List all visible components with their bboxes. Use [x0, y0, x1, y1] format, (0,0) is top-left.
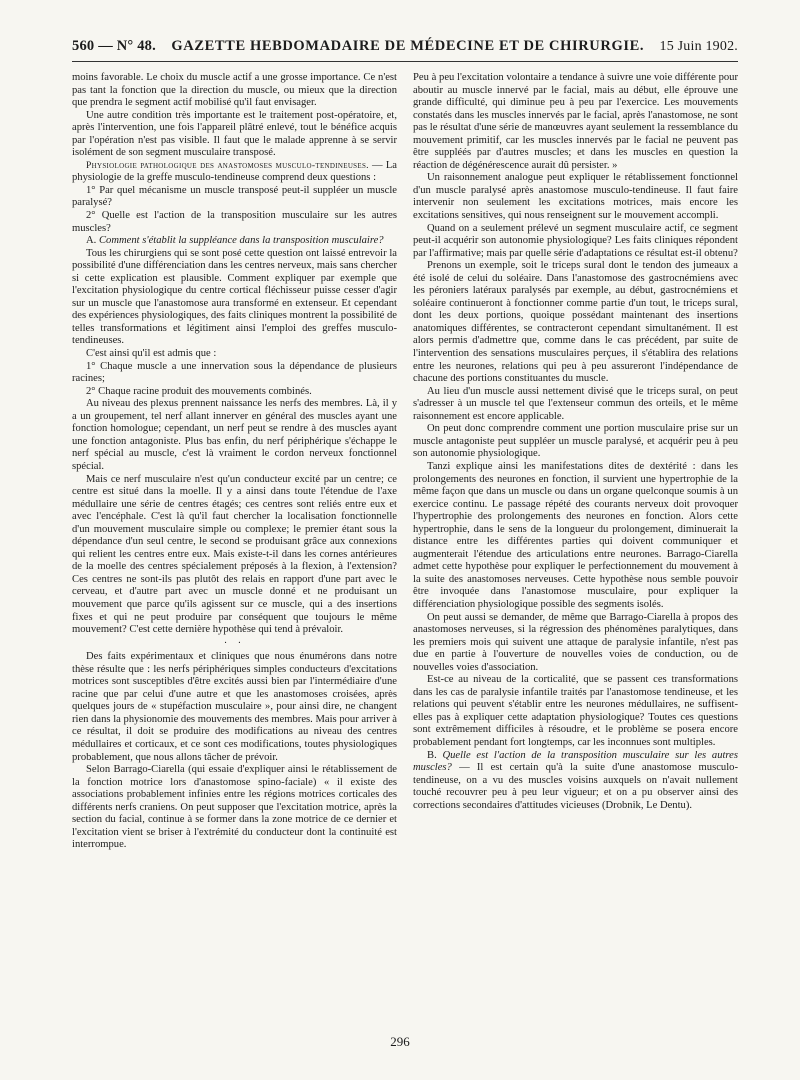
- paragraph: moins favorable. Le choix du muscle actif a une grosse importance. Ce n'est pas tant la fonction que la direction du muscle, ou mieux que la direction que prendra le segment actif mobilisé qu'il faut envisager.: [72, 72, 397, 109]
- text-columns: [72, 72, 738, 1072]
- paragraph: Tanzi explique ainsi les manifestations dites de dextérité : dans les prolongements des neurones en fonction, il survient une hypertrophie de la même façon que dans un muscle ou dans un organe quelconque soumis à un exercice continu. Le passage répété des courants nerveux doit provoquer l'hypertrophie des prolongements des neurones en fonction. Alors cette hypertrophie, dans le sens de la longueur du prolongement, diminuerait la distance entre les différentes parties qui doivent communiquer et augmenterait l'étendue des articulations entre neurones. Barrago-Ciarella admet cette hypothèse pour expliquer le perfectionnement du mouvement à la suite des anastomoses nerveuses. Cette hypothèse nous semble pouvoir être invoquée dans l'anastomose musculaire, pour expliquer la différenciation physiologique possible des segments isolés.: [413, 460, 738, 610]
- paragraph: Prenons un exemple, soit le triceps sural dont le tendon des jumeaux a été isolé de celui du soléaire. Dans l'anastomose des gastrocnémiens avec les péroniers latéraux paralysés par exemple, au début, gastrocnémiens et soléaire continueront à fonctionner comme partie d'un tout, le triceps sural, dont les deux portions, quoique possédant maintenant des insertions anatomiques différentes, se contracteront cependant simultanément. Il est alors permis d'admettre que, comme dans le cas précédent, par suite de l'intervention des sensations musculaires perçues, il s'établira des relations entre les neurones, relations qui peu à peu assureront l'indépendance de chacune des portions constituantes du muscle.: [413, 260, 738, 385]
- paragraph: Peu à peu l'excitation volontaire a tendance à suivre une voie différente pour aboutir au muscle innervé par le facial, mais au début, elle éprouve une grande difficulté, qui diminue peu à peu par l'exercice. Les mouvements constatés dans les muscles innervés par le facial, après l'anastomose, ne sont pas le résultat d'une série de manœuvres ayant seulement la ressemblance du mouvement primitif, car les muscles innervés par le facial ne peuvent pas être suppléés par d'autres muscles; et dans les muscles en question la réaction de dégénérescence aurait dû persister. »: [413, 72, 738, 171]
- paragraph: [72, 160, 397, 185]
- paragraph: 2° Quelle est l'action de la transposition musculaire sur les autres muscles?: [72, 210, 397, 234]
- section-separator: · ·: [223, 637, 246, 649]
- subsection-title: Quelle est l'action de la transposition musculaire sur les autres muscles?: [413, 749, 738, 774]
- paragraph: Un raisonnement analogue peut expliquer le rétablissement fonctionnel d'un muscle paralysé après anastomose musculo-tendineuse. Il faut faire intervenir non seulement les excitations motrices, mais encore les excitations sensitives, qui nous renseignent sur le mouvement accompli.: [413, 172, 738, 222]
- paragraph: [413, 750, 738, 813]
- left-column: [72, 72, 397, 1072]
- paragraph-text: — Il est certain qu'à la suite d'une anastomose musculo-tendineuse, on a vu des muscles voisins auxquels on n'avait nullement touché recouvrer peu à peu leur vigueur; et on a pu observer ainsi des corrections secondaires d'attitudes vicieuses (Drobnik, Le Dentu).: [413, 762, 738, 811]
- paragraph: Selon Barrago-Ciarella (qui essaie d'expliquer ainsi le rétablissement de la fonction motrice lors d'anastomose spino-faciale) « il existe des associations probablement infinies entre les régions motrices corticales des différents nerfs craniens. On peut supposer que l'excitation motrice, après la section du facial, continue à se former dans la zone motrice de ce dernier et l'excitation vient se briser à l'extrémité du conducteur dont la continuité est interrompue.: [72, 764, 397, 851]
- issue-date: 15 Juin 1902.: [659, 39, 738, 54]
- running-head: [72, 38, 738, 62]
- section-heading: Physiologie pathologique des anastomoses musculo-tendineuses.: [86, 159, 369, 171]
- paragraph: 1° Par quel mécanisme un muscle transposé peut-il suppléer un muscle paralysé?: [72, 184, 397, 209]
- page-number: 560: [72, 38, 95, 54]
- subsection-title: Comment s'établit la suppléance dans la transposition musculaire?: [98, 235, 384, 247]
- right-column: [413, 72, 738, 1072]
- paragraph: Est-ce au niveau de la corticalité, que se passent ces transformations dans les cas de paralysie infantile traités par l'anastomose tendineuse, et les relations qui peuvent s'établir entre les neurones médullaires, ne suffisent-elles pas à expliquer cette adaptation physiologique? Toutes ces questions sont extrêmement difficiles à résoudre, et le problème se posera encore probablement pendant fort longtemps, car les inconnues sont multiples.: [413, 674, 738, 748]
- paragraph: Au lieu d'un muscle aussi nettement divisé que le triceps sural, on peut s'adresser à un muscle tel que l'extenseur commun des orteils, et le même raisonnement est encore applicable.: [413, 385, 738, 422]
- paragraph: Tous les chirurgiens qui se sont posé cette question ont laissé entrevoir la possibilité d'une différenciation dans les centres nerveux, mais sans chercher si cette explication est plausible. Comment expliquer par exemple que l'excitation physiologique du centre cortical fléchisseur puisse cesser d'agir sur un muscle que l'anastomose aura transformé en extenseur. Et cependant des expériences physiologiques, des faits cliniques montrent la possibilité de telles transformations et légitiment ainsi l'emploi des greffes musculo-tendineuses.: [72, 247, 397, 347]
- paragraph: On peut aussi se demander, de même que Barrago-Ciarella à propos des anastomoses nerveuses, si la régression des phénomènes paralytiques, dans les premiers mois qui suivent une attaque de paralysie infantile, n'est pas due en partie à l'ouverture de nouvelles voies de conduction, ou de nouvelles voies d'association.: [413, 611, 738, 673]
- issue-number: — N° 48.: [98, 38, 156, 54]
- paragraph: Quand on a seulement prélevé un segment musculaire actif, ce segment peut-il acquérir son autonomie physiologique? Les faits cliniques répondent par l'affirmative; mais par quelle série d'adaptations ce résultat est-il obtenu?: [413, 222, 738, 259]
- subsection-label: B.: [427, 749, 443, 761]
- paragraph: Au niveau des plexus prennent naissance les nerfs des membres. Là, il y a un groupement, tel nerf allant innerver en général des muscles ayant une fonction homologue; cependant, un nerf peut se rendre à des muscles ayant une fonction antagoniste. Plus bas enfin, du nerf périphérique s'échappe le nerf spécial au muscle, c'est là vraiment le cordon nerveux fonctionnel spécial.: [72, 398, 397, 472]
- page-number-issue: [72, 38, 156, 55]
- paragraph: Une autre condition très importante est le traitement post-opératoire, et, après l'intervention, une fois l'appareil plâtré enlevé, tout le bénéfice acquis par l'opération n'est pas visible. Il faut que le malade apprenne à se servir isolément de son segment musculaire transposé.: [72, 109, 397, 159]
- journal-title: GAZETTE HEBDOMADAIRE DE MÉDECINE ET DE CHIRURGIE.: [171, 38, 645, 54]
- subsection-label: A.: [86, 235, 99, 247]
- paragraph: 2° Chaque racine produit des mouvements combinés.: [86, 385, 312, 397]
- subsection-heading: [72, 235, 397, 248]
- paragraph: C'est ainsi qu'il est admis que :: [86, 348, 217, 360]
- page-folio: 296: [390, 1034, 410, 1049]
- paragraph: Des faits expérimentaux et cliniques que nous énumérons dans notre thèse résulte que : les nerfs périphériques simples conducteurs d'excitations motrices sont susceptibles d'être excités aussi bien par l'intermédiaire d'une racine que par celui d'une autre et que les anastomoses croisées, après quelques jours de « stupéfaction musculaire », pour ainsi dire, ne changent rien dans la physionomie des mouvements des membres. Mais pour arriver à ce résultat, il doit se produire des modifications au niveau des centres médullaires et corticaux, et ce sont ces modifications, toutes physiologiques probablement, que nous allons tâcher de prévoir.: [72, 651, 397, 763]
- paragraph: On peut donc comprendre comment une portion musculaire prise sur un muscle antagoniste peut suppléer un muscle paralysé, et acquérir peu à peu son autonomie physiologique.: [413, 423, 738, 460]
- paragraph: 1° Chaque muscle a une innervation sous la dépendance de plusieurs racines;: [72, 360, 397, 385]
- paragraph: Mais ce nerf musculaire n'est qu'un conducteur excité par un centre; ce centre est situé dans la moelle. Il y a ainsi dans toute l'étendue de l'axe médullaire une série de centres étagés; ces centres sont reliés entre eux et avec l'encéphale. C'est là qu'il faut chercher la localisation fonctionnelle d'un mouvement musculaire simple ou complexe; le premier étant sous la dépendance d'un seul centre, le second se produisant grâce aux connexions qui relient les centres entre eux. Mais existe-t-il dans les cornes antérieures de la moelle des centres spécialement préposés à la flexion, à l'extension? Ces centres ne sont-ils pas plutôt des relais en rapport d'une part avec le cerveau, et d'autre part avec un muscle donné et ne produisant un mouvement que parce qu'ils agissent sur ce muscle, qui a des insertions fixes et qui ne peut produire par conséquent que toujours le même mouvement? C'est cette dernière hypothèse qui tend à prévaloir.: [72, 473, 397, 636]
- paragraph-text: — La physiologie de la greffe musculo-tendineuse comprend deux questions :: [72, 159, 397, 184]
